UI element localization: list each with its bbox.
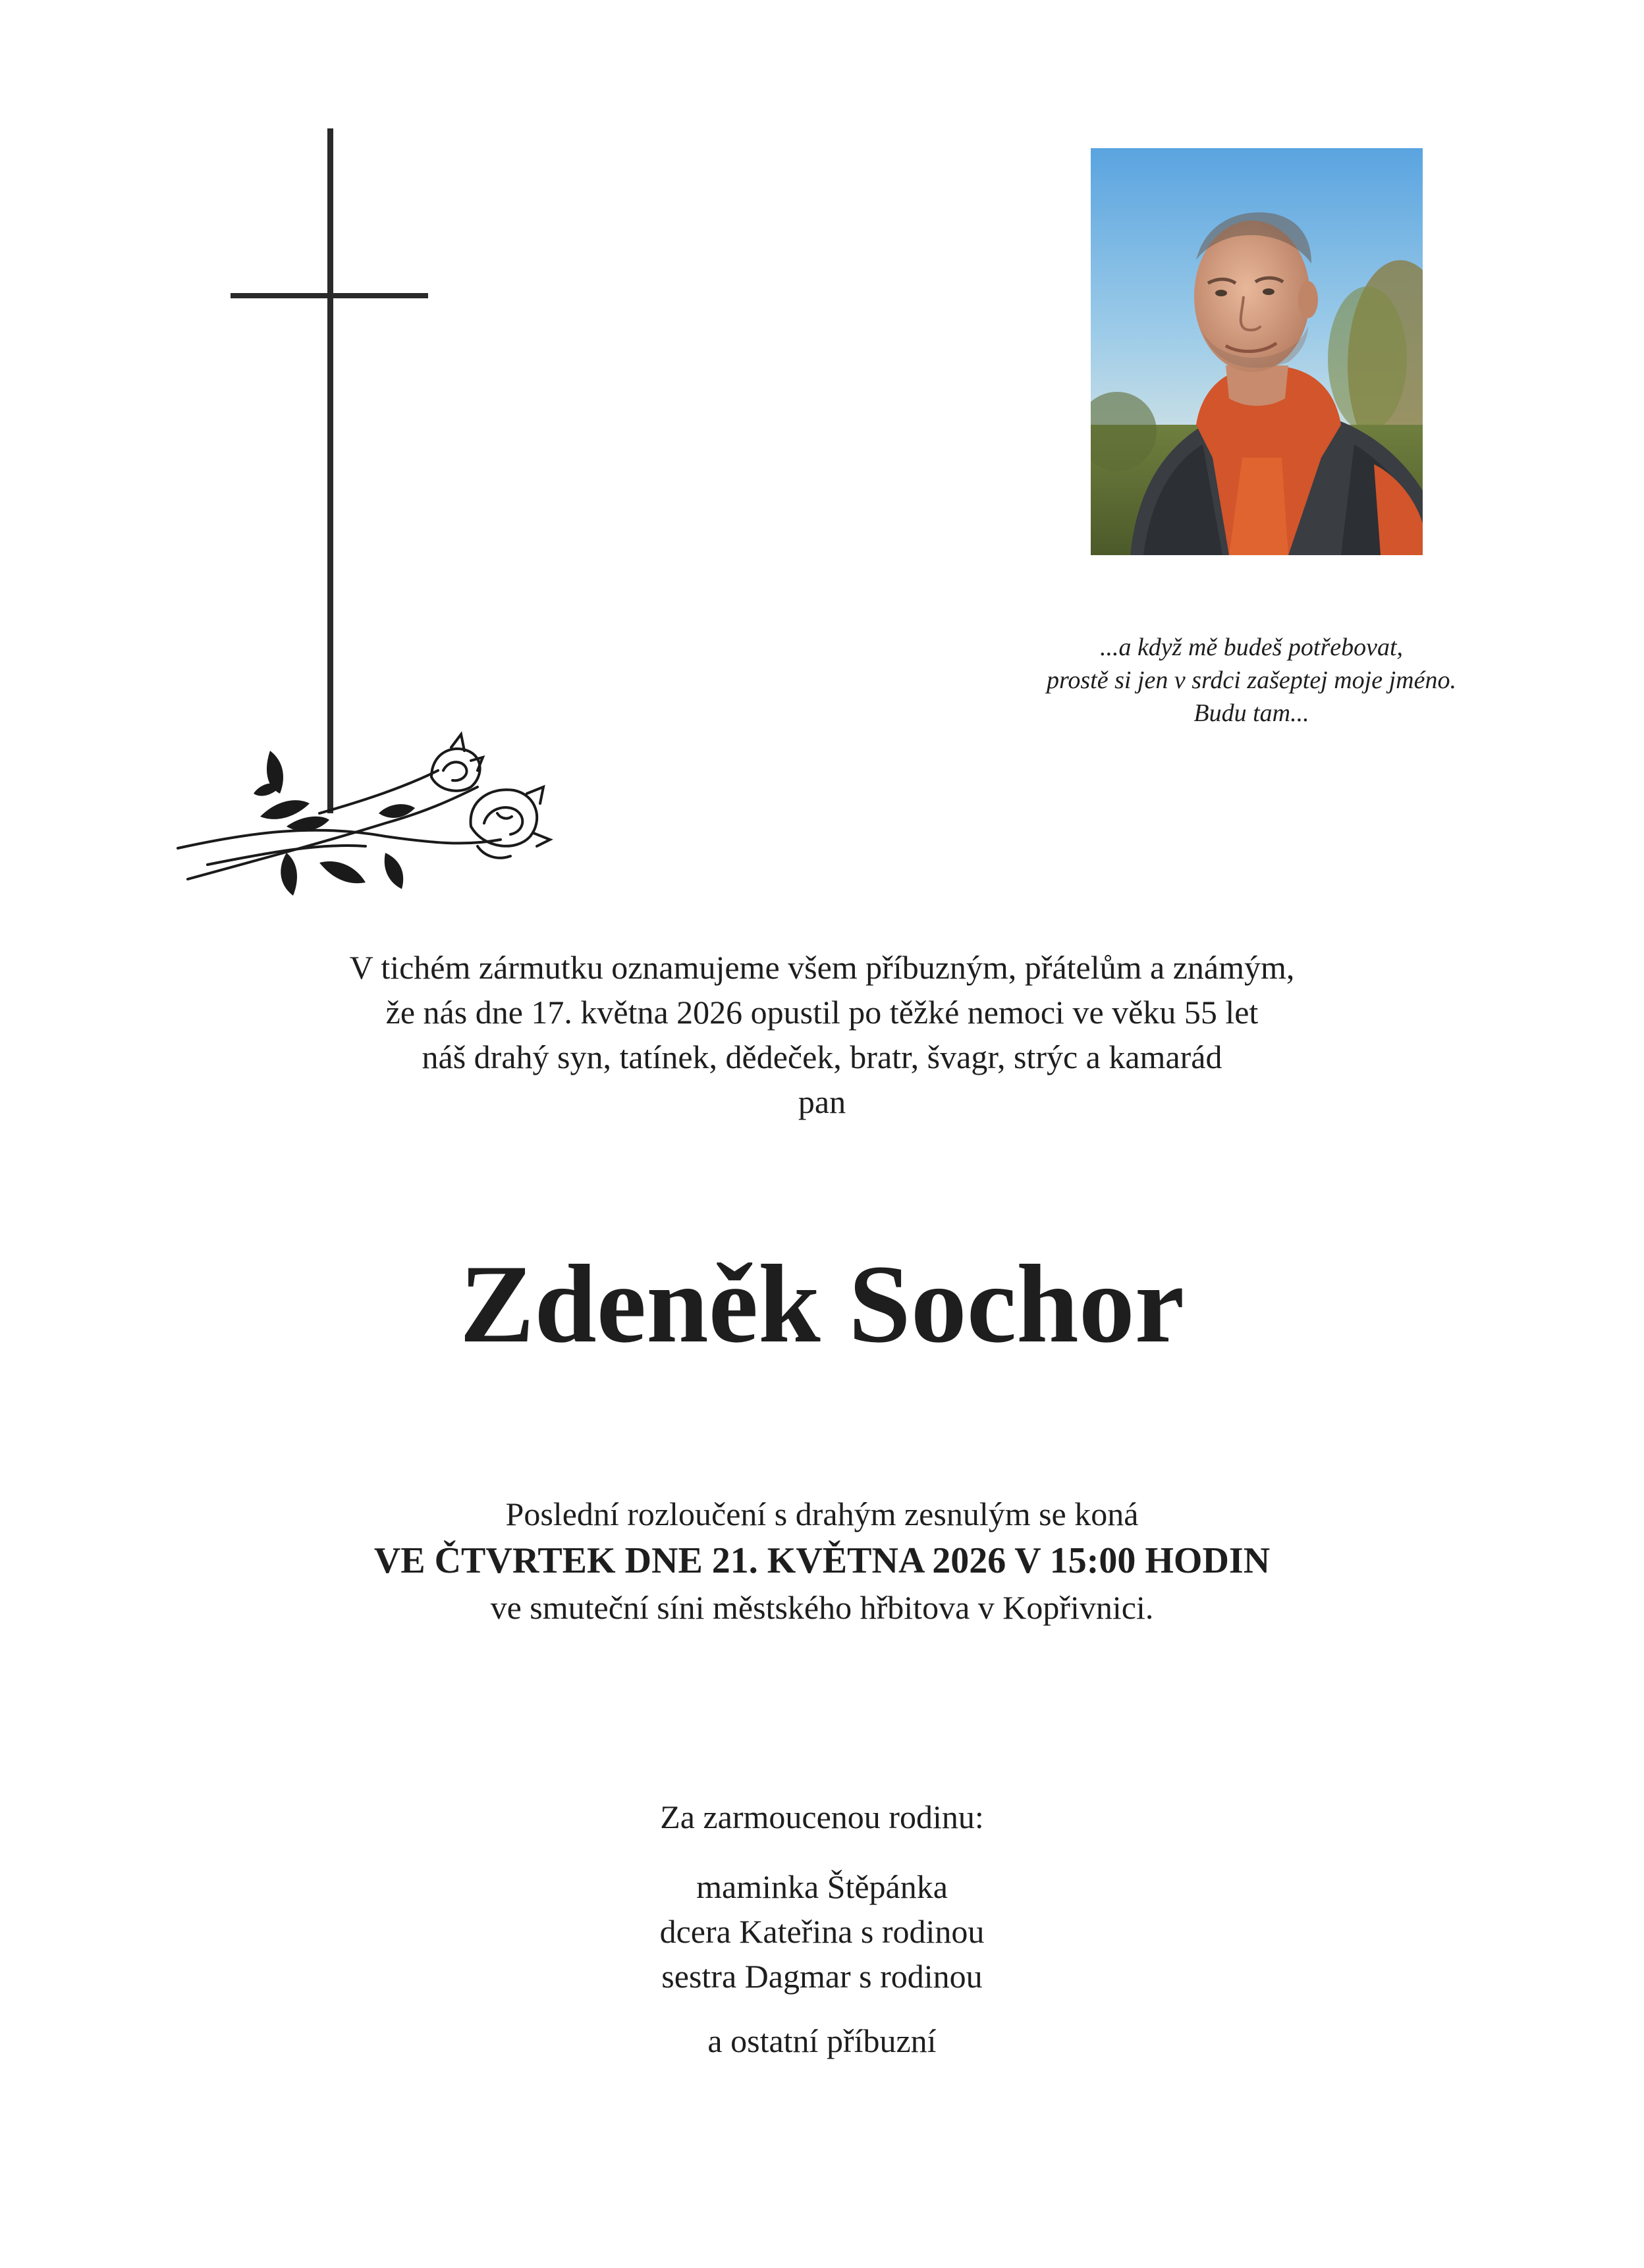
family-heading: Za zarmoucenou rodinu: [660,1798,984,1835]
funeral-intro: Poslední rozloučení s drahým zesnulým se koná [505,1496,1139,1532]
deceased-name: Zdeněk Sochor [459,1242,1185,1366]
family-others: a ostatní příbuzní [707,2022,937,2059]
funeral-datetime: VE ČTVRTEK DNE 21. KVĚTNA 2026 V 15:00 HODIN [373,1540,1271,1581]
cross-icon [168,128,563,919]
family-member: sestra Dagmar s rodinou [661,1958,983,1995]
announcement-line: že nás dne 17. května 2026 opustil po těžké nemoci ve věku 55 let [385,994,1259,1031]
announcement [163,945,1481,1124]
announcement-line: náš drahý syn, tatínek, dědeček, bratr, švagr, strýc a kamarád [422,1039,1222,1075]
family-signature [493,1795,1151,2063]
quote-line: prostě si jen v srdci zašeptej moje jméno. [1047,666,1456,694]
funeral-details [163,1492,1481,1630]
announcement-line: pan [798,1083,846,1120]
roses-illustration [178,734,550,879]
family-member: dcera Kateřina s rodinou [659,1913,985,1950]
funeral-place: ve smuteční síni městského hřbitova v Kopřivnici. [490,1589,1154,1626]
announcement-line: V tichém zármutku oznamujeme všem příbuzným, přátelům a známým, [349,949,1295,986]
rose-leaves [254,751,415,896]
family-member: maminka Štěpánka [696,1868,948,1905]
quote-line: Budu tam... [1193,699,1309,727]
quote [922,631,1581,730]
portrait-photo [1091,148,1423,555]
quote-line: ...a když mě budeš potřebovat, [1099,634,1404,661]
